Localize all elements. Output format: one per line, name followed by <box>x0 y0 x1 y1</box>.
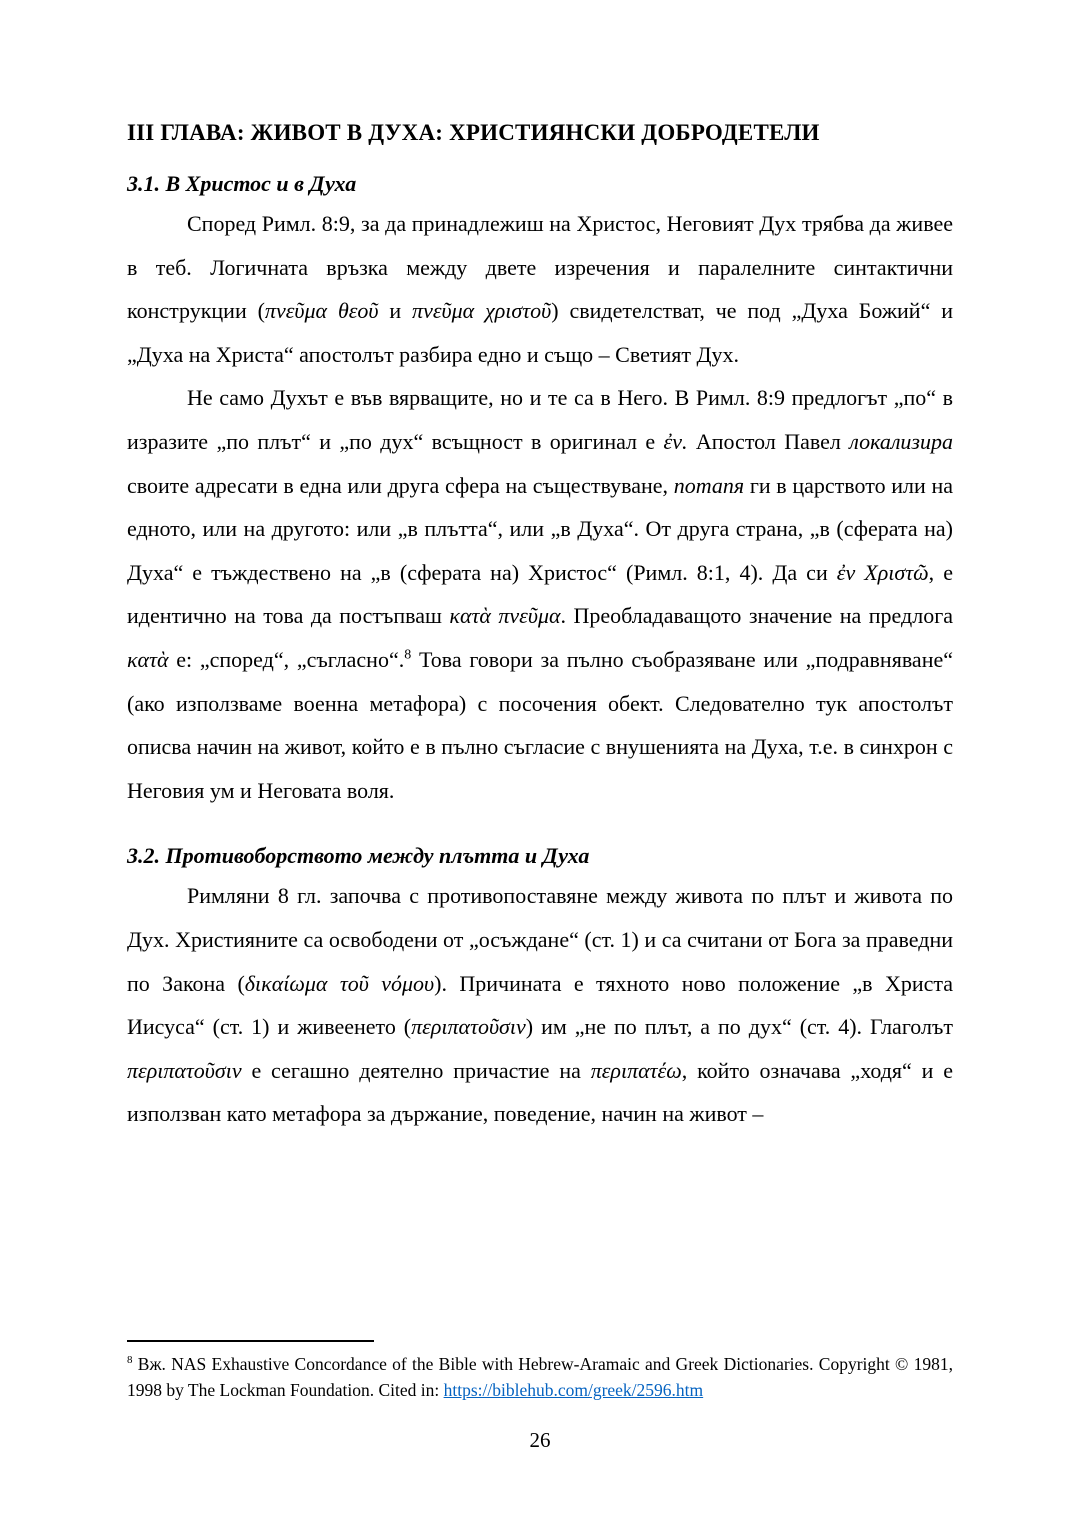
text-run: περιπατοῦσιν <box>411 1014 526 1040</box>
text-run: е: „според“, „съгласно“. <box>168 646 405 672</box>
text-run: ) им „не по плът, а по дух“ (ст. 4). Глаголът <box>525 1014 953 1040</box>
text-run: ἐν Χριστῶ <box>836 559 929 585</box>
text-run: ἐν. <box>663 428 688 454</box>
section-heading-3-2: 3.2. Противоборството между плътта и Духа <box>127 843 590 869</box>
section-heading-3-1: 3.1. В Христос и в Духа <box>127 171 357 196</box>
paragraph-3-1-b <box>127 376 953 812</box>
paragraph-3-1-a <box>127 202 953 376</box>
text-run: Според Римл. 8:9, за да принадлежиш на Христос, Неговият Дух трябва да живее в теб. Логичната връзка между двете изречения и паралелните синтактични конструкции ( <box>127 211 953 324</box>
footnote-link[interactable]: https://biblehub.com/greek/2596.htm <box>443 1380 704 1400</box>
text-run: и <box>378 298 413 324</box>
text-run: локализира <box>849 428 954 454</box>
text-run: Не само Духът е във вярващите, но и те са в Него. В Римл. 8:9 предлогът „по“ в изразите „по плът“ и „по дух“ всъщност в оригинал е <box>127 385 953 454</box>
superscript-footnote-marker: 8 <box>404 647 412 663</box>
text-run: , който означава „ходя“ и е използван като метафора за държание, поведение, начин на живот – <box>127 1057 953 1127</box>
text-run: πνεῦμα χριστοῦ <box>412 298 552 324</box>
footnote-area <box>127 1340 953 1403</box>
footnote-separator <box>127 1340 374 1342</box>
text-run: , е идентично на това да постъпваш <box>127 559 953 629</box>
text-run: κατὰ πνεῦμα <box>449 603 561 629</box>
text-run: Това говори за пълно съобразяване или „подравняване“ (ако използваме военна метафора) с посочения обект. Следователно тук апостолът описва начин на живот, който е в пълно съгласие с внушенията на Духа, т.е. в синхрон с Неговия ум и Неговата воля. <box>127 646 953 803</box>
superscript-footnote-marker: 8 <box>127 1354 133 1367</box>
text-run: своите адресати в една или друга сфера на съществуване, <box>127 472 674 498</box>
text-run: ги в царството или на едното, или на другото: или „в плътта“, или „в Духа“. От друга страна, „в (сферата на) Духа“ е тъждествено на „в (сферата на) Христос“ (Римл. 8:1, 4). Да си <box>127 472 954 585</box>
text-run: е сегашно деятелно причастие на <box>241 1057 591 1083</box>
text-run: . Преобладаващото значение на предлога <box>560 603 953 629</box>
footnote-text <box>127 1351 953 1403</box>
text-run: περιπατέω <box>590 1057 682 1083</box>
text-run: δικαίωμα τοῦ νόμου <box>244 970 435 996</box>
chapter-title: III ГЛАВА: ЖИВОТ В ДУХА: ХРИСТИЯНСКИ ДОБРОДЕТЕЛИ <box>127 120 820 145</box>
text-run: κατὰ <box>127 646 169 672</box>
text-run: Апостол Павел <box>687 428 850 454</box>
text-run: потапя <box>673 472 745 498</box>
text-run: περιπατοῦσιν <box>127 1057 242 1083</box>
page-number: 26 <box>529 1428 551 1452</box>
text-run: Вж. NAS Exhaustive Concordance of the Bible with Hebrew-Aramaic and Greek Dictionaries. Copyright © 1981, 1998 by The Lockman Foundation. Cited in: <box>127 1354 953 1400</box>
text-run: ). Причината е тяхното ново положение „в Христа Иисуса“ (ст. 1) и живеенето ( <box>127 970 954 1040</box>
text-run: ) свидетелстват, че под „Духа Божий“ и „Духа на Христа“ апостолът разбира едно и също – Светият Дух. <box>127 298 953 367</box>
text-run: πνεῦμα θεοῦ <box>264 298 379 324</box>
paragraph-3-2-a <box>127 874 953 1136</box>
text-run: Римляни 8 гл. започва с противопоставяне между живота по плът и живота по Дух. Християните са освободени от „осъждане“ (ст. 1) и са считани от Бога за праведни по Закона ( <box>127 883 953 996</box>
